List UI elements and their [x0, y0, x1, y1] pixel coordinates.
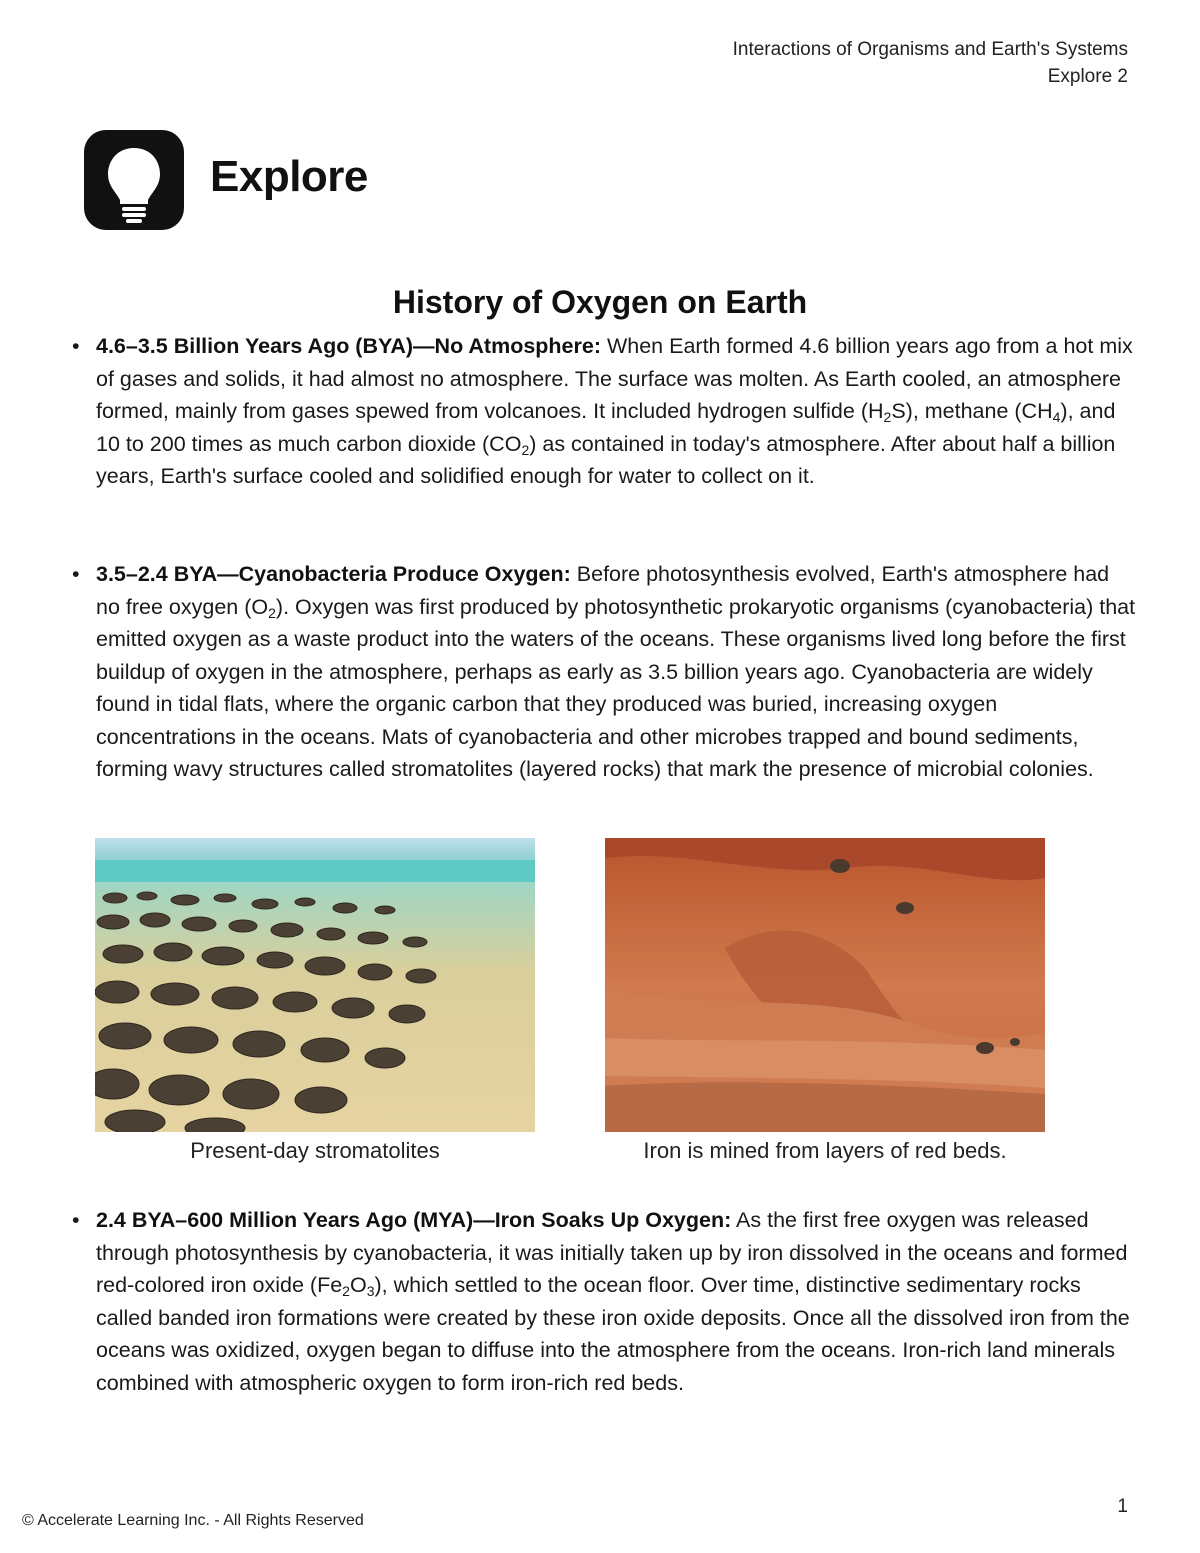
bullet-text: When Earth formed 4.6 billion years ago from a hot mix of gases and solids, it had almost no atmosphere. The surface was molten. As Earth cooled, an atmosphere formed, mainly from gases spewed from volcanoes. It included hydrogen sulfide (H [96, 334, 1133, 423]
bullet-dot: • [72, 562, 80, 586]
bullet-text: ). Oxygen was first produced by photosynthetic prokaryotic organisms (cyanobacteria) that emitted oxygen as a waste product into the waters of the oceans. These organisms lived long before the first buildup of oxygen in the atmosphere, perhaps as early as 3.5 billion years ago. Cyanobacteria are widely found in tidal flats, where the organic carbon that they produced was buried, increasing oxygen concentrations in the oceans. Mats of cyanobacteria and other microbes trapped and bound sediments, forming wavy structures called stromatolites (layered rocks) that mark the presence of microbial colonies. [96, 594, 1136, 781]
subscript: 2 [521, 441, 530, 458]
subscript: 2 [342, 1283, 350, 1299]
red-beds-photo [605, 838, 1045, 1132]
bullet-heading: 3.5–2.4 BYA—Cyanobacteria Produce Oxygen: [96, 562, 571, 586]
section-label: Explore 2 [1047, 66, 1128, 87]
bullet-text: As the first free oxygen was released through photosynthesis by cyanobacteria, it was initially taken up by iron dissolved in the oceans and formed red-colored iron oxide (Fe [96, 1208, 1128, 1297]
figure-caption: Present-day stromatolites [190, 1138, 440, 1163]
bullet-text: ), and 10 to 200 times as much carbon dioxide (CO [96, 399, 1116, 456]
lightbulb-icon [84, 130, 184, 230]
bullet-text: S), methane (CH [891, 399, 1053, 423]
explore-label: Explore [210, 152, 368, 201]
bullet-dot: • [72, 334, 80, 358]
bullet-dot: • [72, 1208, 80, 1232]
list-item [72, 330, 1136, 493]
bullet-text: ) as contained in today's atmosphere. After about half a billion years, Earth's surface cooled and solidified enough for water to collect on it. [96, 431, 1116, 488]
subscript: 3 [366, 1283, 375, 1299]
unit-title: Interactions of Organisms and Earth's Systems [732, 39, 1128, 60]
bullet-text: Before photosynthesis evolved, Earth's atmosphere had no free oxygen (O [96, 562, 1110, 619]
bullet-text: ), which settled to the ocean floor. Over time, distinctive sedimentary rocks called banded iron formations were created by these iron oxide deposits. Once all the dissolved iron from the oceans was oxidized, oxygen began to diffuse into the atmosphere from the oceans. Iron-rich land minerals combined with atmospheric oxygen to form iron-rich red beds. [96, 1273, 1130, 1395]
copyright: © Accelerate Learning Inc. - All Rights Reserved [22, 1512, 364, 1529]
bullet-heading: 2.4 BYA–600 Million Years Ago (MYA)—Iron Soaks Up Oxygen: [96, 1208, 732, 1232]
subscript: 2 [883, 409, 892, 425]
list-item [72, 558, 1136, 786]
bullet-text: O [349, 1273, 367, 1297]
figure-caption: Iron is mined from layers of red beds. [643, 1138, 1007, 1163]
list-item [72, 1204, 1136, 1399]
page-number: 1 [1117, 1496, 1128, 1517]
bullet-heading: 4.6–3.5 Billion Years Ago (BYA)—No Atmosphere: [96, 334, 601, 358]
stromatolites-photo [95, 838, 535, 1132]
page-title: History of Oxygen on Earth [392, 284, 808, 320]
page-header [733, 36, 1128, 90]
subscript: 2 [268, 604, 276, 621]
subscript: 4 [1052, 409, 1061, 425]
